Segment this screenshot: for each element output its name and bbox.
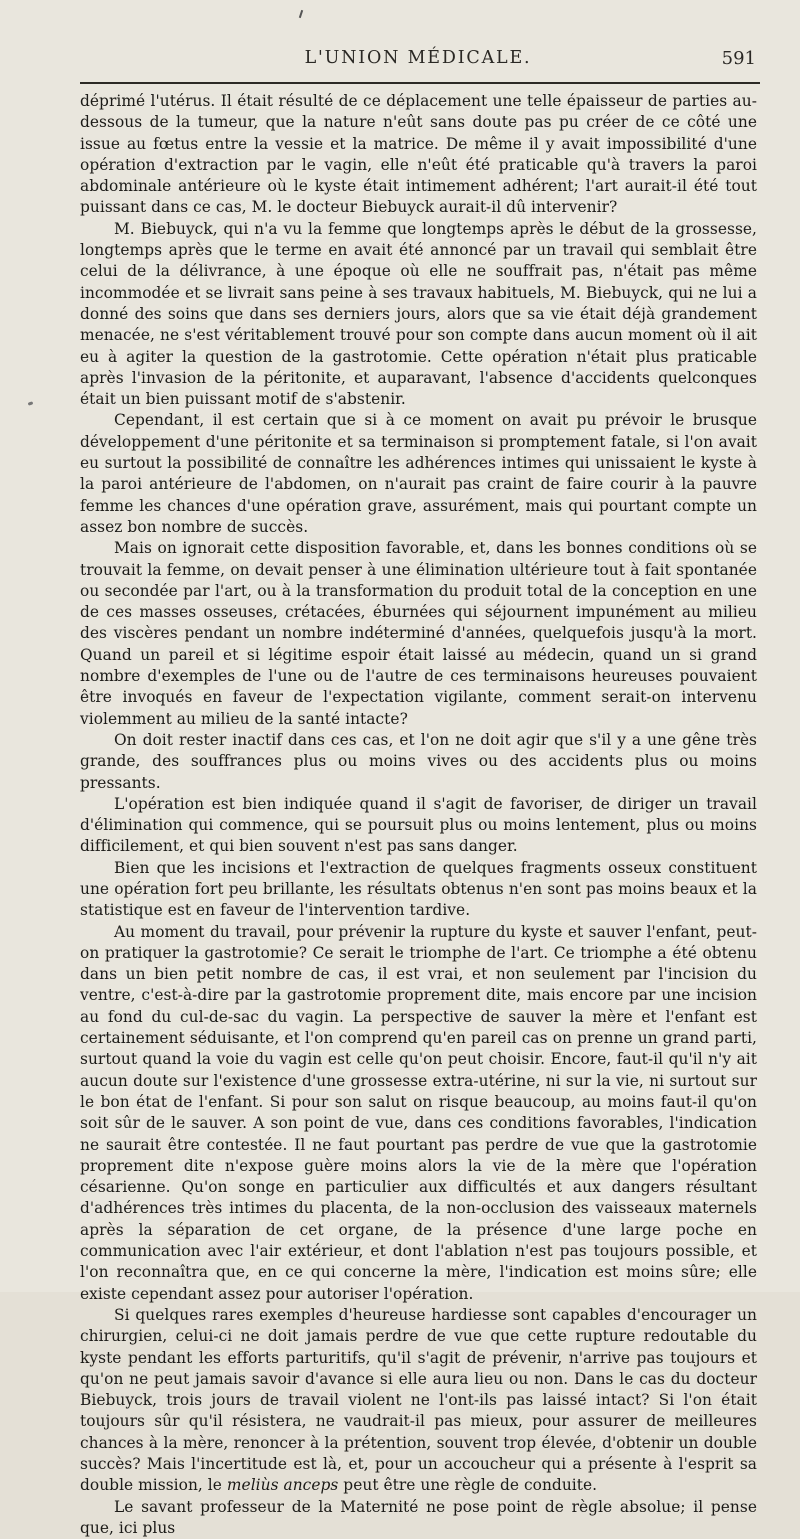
margin-speck: [28, 401, 34, 406]
paragraph: M. Biebuyck, qui n'a vu la femme que longtemps après le début de la grossesse, longtemps après que le terme en avait été annoncé par un travail qui semblait être celui de la délivrance, à une époque où elle ne souffrait pas, n'était pas même incommodée et se livrait sans peine à ses travaux habituels, M. Biebuyck, qui ne lui a donné des soins que dans ses derniers jours, alors que sa vie était déjà grandement menacée, ne s'est véritablement trouvé pour son compte dans aucun moment où il ait eu à agiter la question de la gastrotomie. Cette opération n'était plus praticable après l'invasion de la péritonite, et auparavant, l'absence d'accidents quelconques était un bien puissant motif de s'abstenir.: [80, 219, 757, 409]
paragraph: Mais on ignorait cette disposition favorable, et, dans les bonnes conditions où se trouvait la femme, on devait penser à une élimination ultérieure tout à fait spontanée ou secondée par l'art, ou à la transformation du produit total de la conception en une de ces masses osseuses, crétacées, éburnées qui séjournent impunément au milieu des viscères pendant un nombre indéterminé d'années, quelquefois jusqu'à la mort. Quand un pareil et si légitime espoir était laissé au médecin, quand un si grand nombre d'exemples de l'une ou de l'autre de ces terminaisons heureuses pouvaient être invoqués en faveur de l'expectation vigilante, comment serait-on intervenu violemment au milieu de la santé intacte?: [80, 539, 757, 728]
article-body: [80, 91, 757, 1539]
paragraph-text: Si quelques rares exemples d'heureuse hardiesse sont capables d'encourager un chirurgien, celui-ci ne doit jamais perdre de vue que cette rupture redoutable du kyste pendant les efforts parturitifs, qu'il s'agit de prévenir, n'arrive pas toujours et qu'on ne peut jamais savoir d'avance si elle aura lieu ou non. Dans le cas du docteur Biebuyck, trois jours de travail violent ne l'ont-ils pas laissé intact? Si l'on était toujours sûr qu'il résistera, ne vaudrait-il pas mieux, pour assurer de meilleures chances à la mère, renoncer à la prétention, souvent trop élevée, d'obtenir un double succès? Mais l'incertitude est là, et, pour un accoucheur qui a présente à l'esprit sa double mission, le: [80, 1305, 757, 1495]
paragraph: On doit rester inactif dans ces cas, et l'on ne doit agir que s'il y a une gêne très grande, des souffrances plus ou moins vives ou des accidents plus ou moins pressants.: [80, 730, 757, 792]
paragraph: [80, 1305, 757, 1497]
running-title: L'UNION MÉDICALE.: [304, 48, 532, 68]
paragraph: Cependant, il est certain que si à ce moment on avait pu prévoir le brusque développement d'une péritonite et sa terminaison si promptement fatale, si l'on avait eu surtout la possibilité de connaître les adhérences intimes qui unissaient le kyste à la paroi antérieure de l'abdomen, on n'aurait pas craint de faire courir à la pauvre femme les chances d'une opération grave, assurément, mais qui pourtant compte un assez bon nombre de succès.: [80, 411, 757, 536]
latin-phrase: meliùs anceps: [226, 1476, 339, 1495]
paragraph: L'opération est bien indiquée quand il s'agit de favoriser, de diriger un travail d'élimination qui commence, qui se poursuit plus ou moins lentement, plus ou moins difficilement, et qui bien souvent n'est pas sans danger.: [80, 794, 757, 856]
page-header: [80, 44, 756, 72]
paragraph: Bien que les incisions et l'extraction de quelques fragments osseux constituent une opération fort peu brillante, les résultats obtenus n'en sont pas moins beaux et la statistique est en faveur de l'intervention tardive.: [80, 858, 757, 920]
paragraph: Au moment du travail, pour prévenir la rupture du kyste et sauver l'enfant, peut-on pratiquer la gastrotomie? Ce serait le triomphe de l'art. Ce triomphe a été obtenu dans un bien petit nombre de cas, il est vrai, et non seulement par l'incision du ventre, c'est-à-dire par la gastrotomie proprement dite, mais encore par une incision au fond du cul-de-sac du vagin. La perspective de sauver la mère et l'enfant est certainement séduisante, et l'on comprend qu'en pareil cas on prenne un grand parti, surtout quand la voie du vagin est celle qu'on peut choisir. Encore, faut-il qu'il n'y ait aucun doute sur l'existence d'une grossesse extra-utérine, ni sur la vie, ni surtout sur le bon état de l'enfant. Si pour son salut on risque beaucoup, au moins faut-il qu'on soit sûr de le sauver. A son point de vue, dans ces conditions favorables, l'indication ne saurait être contestée. Il ne faut pourtant pas perdre de vue que la gastrotomie proprement dite n'expose guère moins alors la vie de la mère que l'opération césarienne. Qu'on songe en particulier aux difficultés et aux dangers résultant d'adhérences très intimes du placenta, de la non-occlusion des vaisseaux maternels après la séparation de cet organe, de la présence d'une large poche en communication avec l'air extérieur, et dont l'ablation n'est pas toujours possible, et l'on reconnaîtra que, en ce qui concerne la mère, l'indication est moins sûre; elle existe cependant assez pour autoriser l'opération.: [80, 922, 757, 1303]
header-rule: [80, 82, 760, 84]
paragraph-text-end: peut être une règle de conduite.: [338, 1476, 598, 1495]
ink-mark: [299, 10, 303, 18]
paragraph: déprimé l'utérus. Il était résulté de ce déplacement une telle épaisseur de parties au-dessous de la tumeur, que la nature n'eût sans doute pas pu créer de ce côté une issue au fœtus entre la vessie et la matrice. De même il y avait impossibilité d'une opération d'extraction par le vagin, elle n'eût été praticable qu'à travers la paroi abdominale antérieure où le kyste était intimement adhérent; l'art aurait-il été tout puissant dans ce cas, M. le docteur Biebuyck aurait-il dû intervenir?: [80, 92, 757, 217]
page-number: 591: [721, 48, 756, 69]
paragraph: Le savant professeur de la Maternité ne pose point de règle absolue; il pense que, ici plus: [80, 1497, 757, 1537]
